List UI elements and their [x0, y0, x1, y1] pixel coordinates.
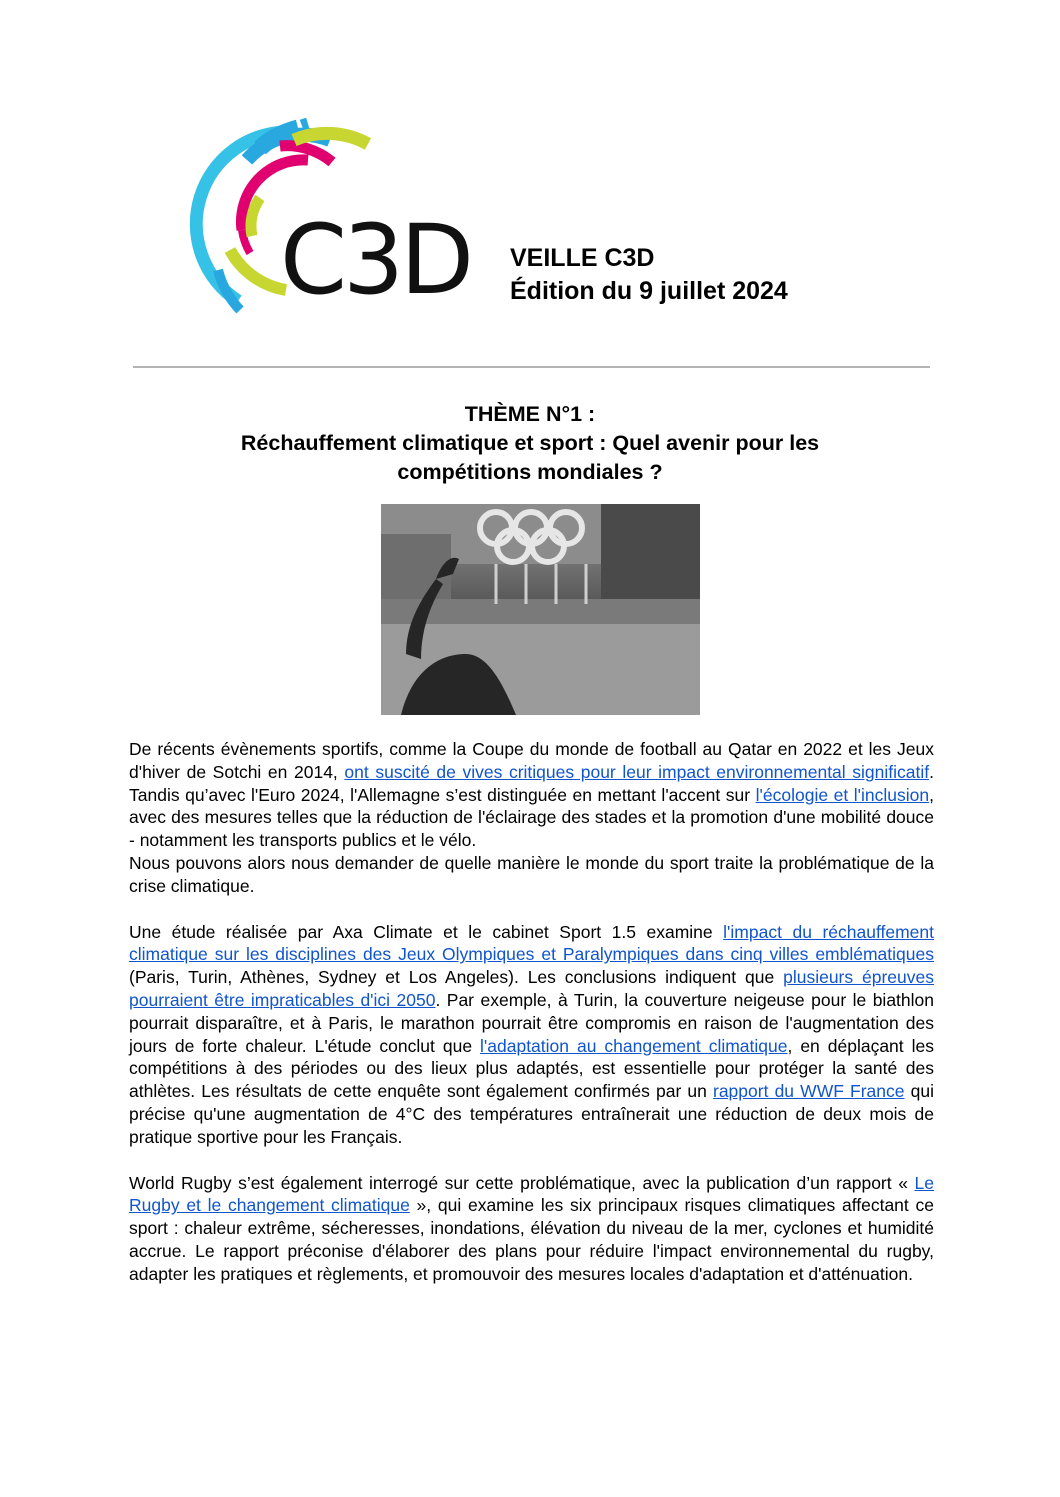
- theme-title-line2: compétitions mondiales ?: [397, 460, 663, 484]
- logo-text: C3D: [280, 204, 471, 316]
- paragraph-text: (Paris, Turin, Athènes, Sydney et Los Angeles). Les conclusions indiquent que: [129, 967, 784, 988]
- theme-heading: [130, 400, 930, 487]
- paragraph-text: . Tandis qu’avec l'Euro 2024, l'Allemagne s’est distinguée en mettant l'accent sur: [129, 761, 934, 805]
- c3d-logo: [190, 118, 471, 333]
- link-ecologie-inclusion[interactable]: l'écologie et l'inclusion: [755, 784, 930, 805]
- edition-date: Édition du 9 juillet 2024: [510, 277, 788, 305]
- paragraph-question: Nous pouvons alors nous demander de quelle manière le monde du sport traite la problématique de la crise climatique.: [129, 852, 934, 896]
- theme-label: THÈME N°1 :: [464, 402, 596, 426]
- paragraph-text: De récents évènements sportifs, comme la Coupe du monde de football au Qatar en 2022 et les Jeux d'hiver de Sotchi en 2014,: [129, 739, 934, 782]
- newsletter-title: VEILLE C3D: [510, 244, 655, 272]
- paragraph-text: , avec des mesures telles que la réduction de l'éclairage des stades et la promotion d'une mobilité douce - notamment les transports publics et le vélo.: [129, 784, 934, 851]
- header-divider: [133, 366, 930, 368]
- paragraph-study: [129, 921, 934, 1149]
- paragraph-text: Une étude réalisée par Axa Climate et le cabinet Sport 1.5 examine: [129, 921, 724, 942]
- link-wwf-report[interactable]: rapport du WWF France: [713, 1081, 905, 1102]
- paragraph-text: World Rugby s’est également interrogé sur cette problématique, avec la publication d’un rapport «: [129, 1172, 915, 1193]
- olympic-rings-statue-photo: [381, 504, 700, 715]
- paragraph-text: , en déplaçant les compétitions à des périodes ou des lieux plus adaptés, est essentielle pour protéger la santé des athlètes. Les résultats de cette enquête sont également confirmés par un: [129, 1035, 934, 1102]
- link-impact-disciplines[interactable]: l'impact du réchauffement climatique sur les disciplines des Jeux Olympiques et Paralympiques dans cinq villes emblématiques: [129, 921, 935, 965]
- link-rugby-report[interactable]: Le Rugby et le changement climatique: [129, 1172, 934, 1216]
- paragraph-text: qui précise qu'une augmentation de 4°C des températures entraînerait une réduction de deux mois de pratique sportive pour les Français.: [129, 1081, 934, 1147]
- paragraph-text: », qui examine les six principaux risques climatiques affectant ce sport : chaleur extrême, sécheresses, inondations, élévation du niveau de la mer, cyclones et humidité accrue. Le rapport préconise d'élaborer des plans pour réduire l'impact environnemental du rugby, adapter les pratiques et règlements, et promouvoir des mesures locales d'adaptation et d'atténuation.: [129, 1195, 934, 1284]
- link-adaptation[interactable]: l'adaptation au changement climatique: [480, 1035, 788, 1056]
- link-epreuves-2050[interactable]: plusieurs épreuves pourraient être impraticables d'ici 2050: [129, 967, 934, 1010]
- theme-title-line1: Réchauffement climatique et sport : Quel avenir pour les: [240, 431, 820, 455]
- newsletter-header: [510, 242, 788, 308]
- paragraph-text: . Par exemple, à Turin, la couverture neigeuse pour le biathlon pourrait disparaître, et à Paris, le marathon pourrait être compromis en raison de l'augmentation des jours de forte chaleur. L'étude conclut que: [129, 989, 934, 1056]
- paragraph-events: [129, 738, 934, 852]
- article-body: [129, 738, 934, 1286]
- paragraph-rugby: [129, 1172, 934, 1286]
- link-critiques-impact[interactable]: ont suscité de vives critiques pour leur impact environnemental significatif: [344, 761, 930, 782]
